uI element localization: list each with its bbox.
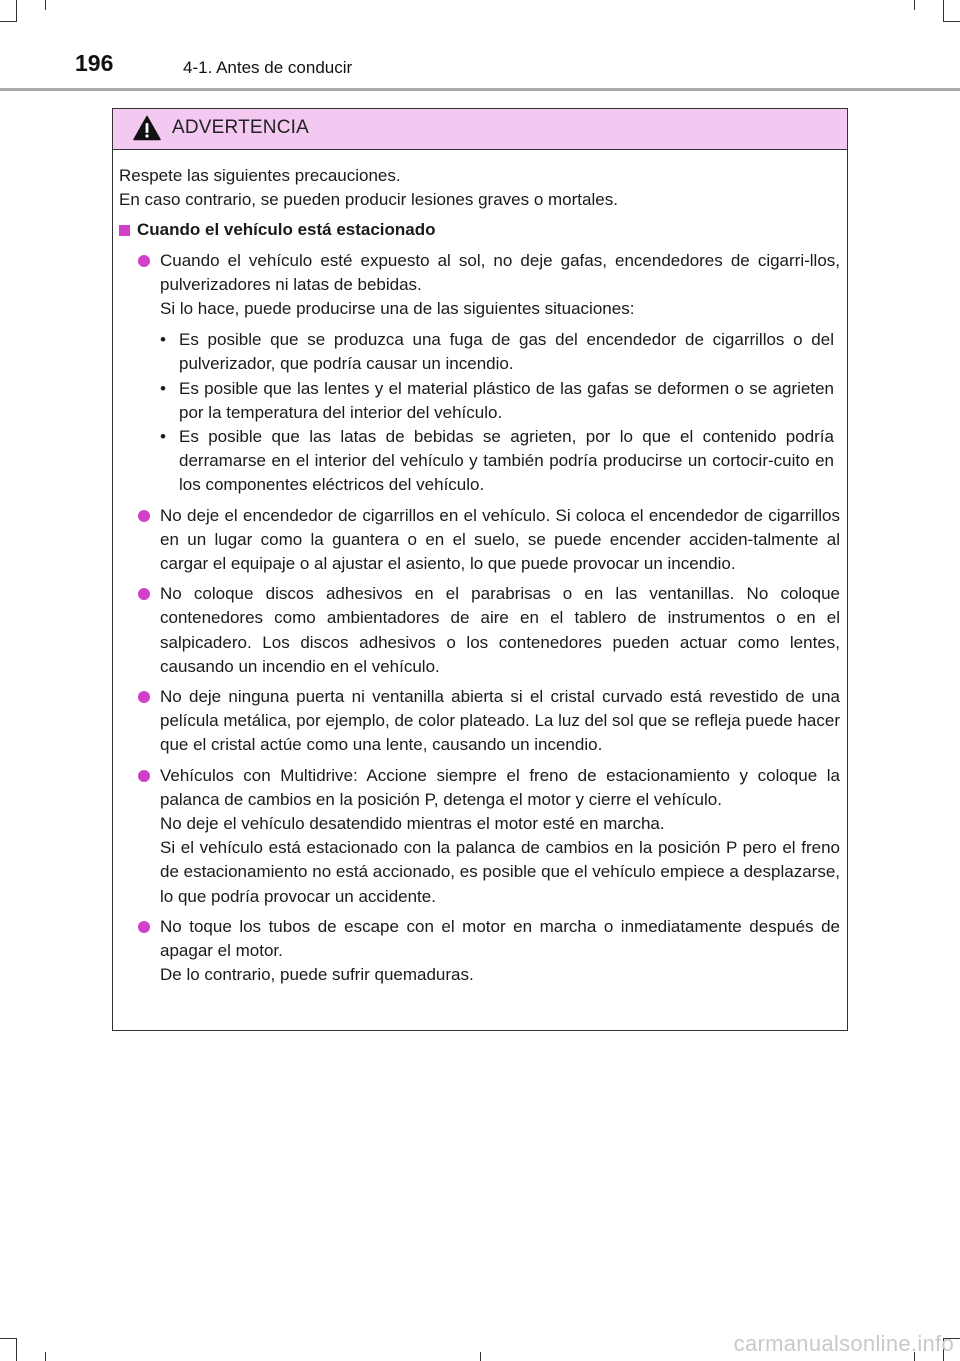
sub-bullet-list — [160, 328, 840, 497]
circle-bullet-icon — [138, 691, 150, 703]
sub-bullet-item — [160, 328, 840, 376]
sub-bullet-text: Es posible que las lentes y el material plástico de las gafas se deformen o se agrieten por la temperatura del interior del vehículo. — [179, 378, 834, 422]
dot-bullet-icon: • — [160, 378, 166, 398]
sub-bullet-text: Es posible que las latas de bebidas se agrieten, por lo que el contenido podría derramarse en el interior del vehículo y también podría producirse un cortocir-cuito en los componentes eléctricos del vehículo. — [179, 427, 834, 495]
section-title: 4-1. Antes de conducir — [183, 58, 353, 77]
list-item — [119, 685, 840, 758]
sub-bullet-text: Es posible que se produzca una fuga de gas del encendedor de cigarrillos o del pulverizador, que podría causar un incendio. — [179, 330, 834, 374]
subheading-text: Cuando el vehículo está estacionado — [137, 220, 436, 240]
list-item — [119, 915, 840, 988]
crop-mark — [0, 1338, 17, 1339]
crop-mark — [480, 1352, 481, 1361]
list-item — [119, 249, 840, 498]
list-item-body — [160, 764, 840, 909]
subheading — [119, 218, 840, 242]
square-bullet-icon — [119, 225, 130, 236]
list-item-body — [160, 582, 840, 679]
warning-triangle-icon — [133, 115, 161, 141]
item-paragraph: No deje el vehículo desatendido mientras el motor esté en marcha. — [160, 814, 665, 834]
list-item-body — [160, 915, 840, 988]
warning-intro — [119, 164, 840, 212]
list-item-body — [160, 685, 840, 758]
crop-mark — [45, 0, 46, 10]
crop-mark — [943, 0, 944, 22]
crop-mark — [0, 21, 17, 22]
item-paragraph: No deje el encendedor de cigarrillos en el vehículo. Si coloca el encendedor de cigarrillos en un lugar como la guantera o en el suelo, se puede encender acciden-talmente al cargar el equipaje o al ajustar el asiento, lo que puede provocar un incendio. — [160, 505, 840, 574]
circle-bullet-icon — [138, 588, 150, 600]
crop-mark — [45, 1352, 46, 1361]
crop-mark — [16, 1338, 17, 1361]
item-paragraph: Vehículos con Multidrive: Accione siempre el freno de estacionamiento y coloque la palanca de cambios en la posición P, detenga el motor y cierre el vehículo. — [160, 765, 840, 809]
item-paragraph: Si el vehículo está estacionado con la palanca de cambios en la posición P pero el freno de estacionamiento no está accionado, es posible que el vehículo empiece a desplazarse, lo que podría provocar un accidente. — [160, 838, 840, 906]
list-item-body — [160, 249, 840, 498]
crop-mark — [943, 21, 960, 22]
warning-header — [113, 109, 847, 150]
sub-bullet-item — [160, 425, 840, 498]
circle-bullet-icon — [138, 510, 150, 522]
page-number: 196 — [75, 50, 114, 76]
warning-title: ADVERTENCIA — [172, 117, 309, 138]
item-paragraph: De lo contrario, puede sufrir quemaduras. — [160, 965, 474, 985]
circle-bullet-icon — [138, 255, 150, 267]
watermark: carmanualsonline.info — [733, 1331, 954, 1356]
circle-bullet-icon — [138, 770, 150, 782]
crop-mark — [914, 0, 915, 10]
intro-line: Respete las siguientes precauciones. — [119, 166, 401, 185]
intro-line: En caso contrario, se pueden producir lesiones graves o mortales. — [119, 190, 618, 210]
item-paragraph: Cuando el vehículo esté expuesto al sol, no deje gafas, encendedores de cigarri-llos, pulverizadores ni latas de bebidas. — [160, 250, 840, 294]
item-paragraph: No toque los tubos de escape con el motor en marcha o inmediatamente después de apagar el motor. — [160, 916, 840, 961]
crop-mark — [16, 0, 17, 22]
item-paragraph: No coloque discos adhesivos en el parabrisas o en las ventanillas. No coloque contenedores como ambientadores de aire en el tablero de instrumentos o en el salpicadero. Los discos adhesivos o los contenedores pueden actuar como lentes, causando un incendio en el vehículo. — [160, 584, 840, 676]
list-item — [119, 764, 840, 909]
list-item — [119, 504, 840, 577]
sub-bullet-item — [160, 377, 840, 425]
list-item-body — [160, 504, 840, 577]
item-paragraph: Si lo hace, puede producirse una de las siguientes situaciones: — [160, 299, 635, 319]
list-item — [119, 582, 840, 679]
item-paragraph: No deje ninguna puerta ni ventanilla abierta si el cristal curvado está revestido de una película metálica, por ejemplo, de color plateado. La luz del sol que se refleja puede hacer que el cristal actúe como una lente, causando un incendio. — [160, 687, 840, 755]
dot-bullet-icon: • — [160, 330, 166, 350]
circle-bullet-icon — [138, 921, 150, 933]
warning-body — [113, 150, 847, 988]
warning-box — [112, 108, 848, 1031]
dot-bullet-icon: • — [160, 427, 166, 447]
header-divider — [0, 88, 960, 91]
